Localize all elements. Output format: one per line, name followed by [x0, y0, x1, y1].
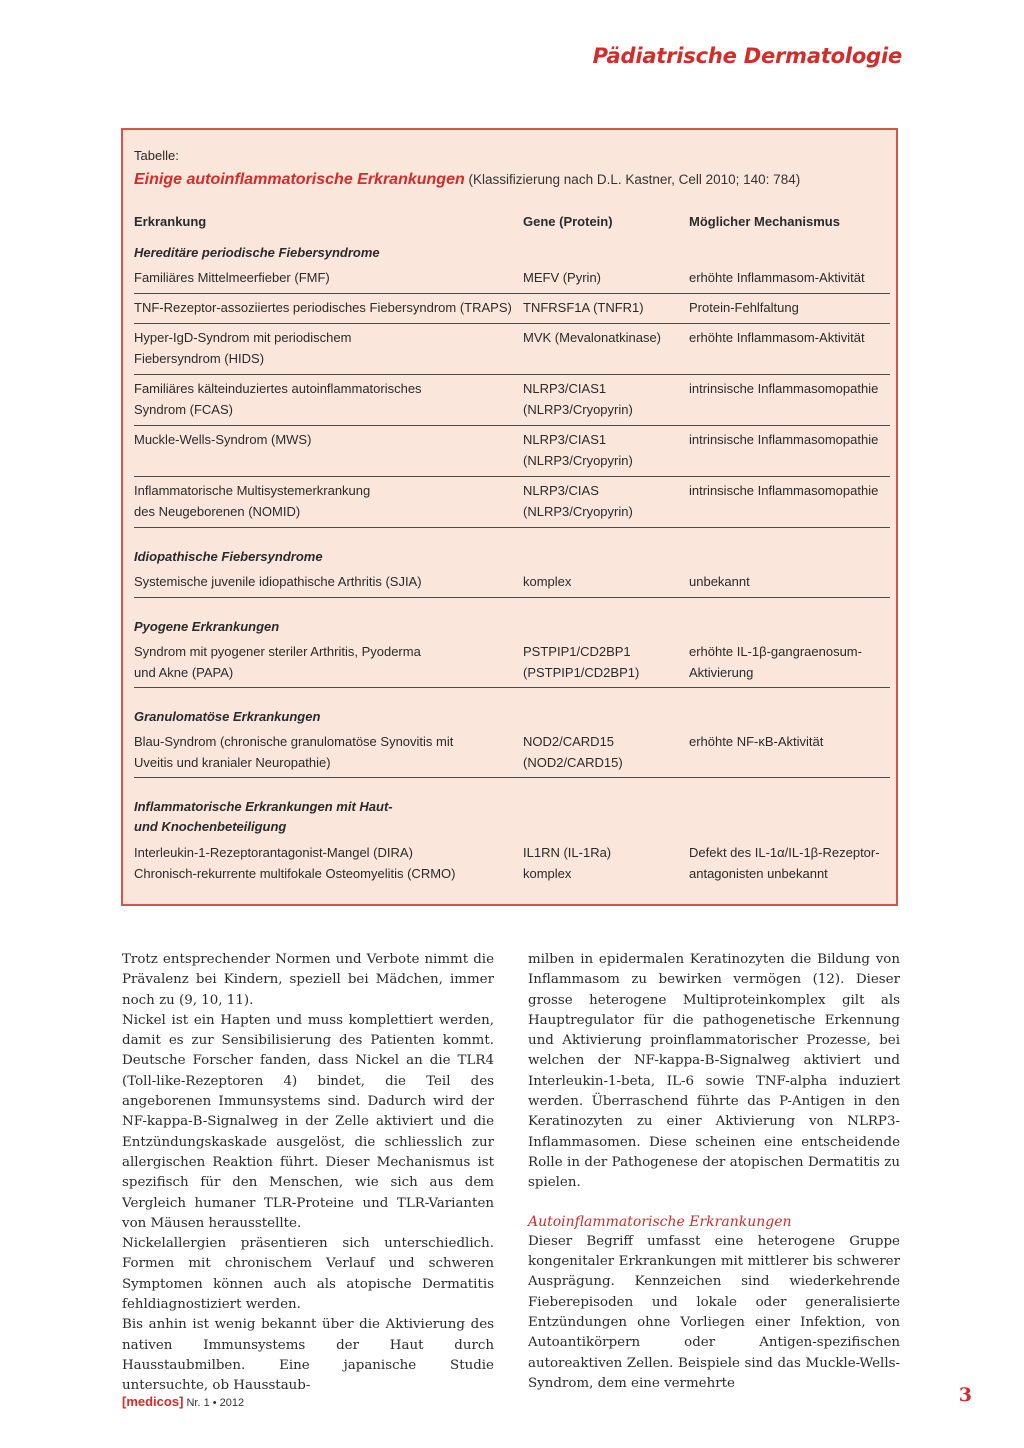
- row-divider: [134, 425, 890, 426]
- issue-info: Nr. 1 • 2012: [186, 1397, 245, 1409]
- cell-disease: Muckle-Wells-Syndrom (MWS): [134, 432, 312, 447]
- paragraph: Trotz entsprechender Normen und Verbote nimmt die Prävalenz bei Kindern, speziell bei Mädchen, immer noch zu (9, 10, 11).: [122, 952, 494, 1008]
- paragraph: Nickelallergien präsentieren sich unterschiedlich. Formen mit chronischem Verlauf und schweren Symptomen können auch als atopische Dermatitis fehldiagnostiziert werden.: [122, 1236, 494, 1313]
- cell-mechanism: erhöhte NF-κB-Aktivität: [689, 734, 824, 749]
- article-column-left: [122, 950, 494, 1397]
- paragraph: Dieser Begriff umfasst eine heterogene Gruppe kongenitaler Erkrankungen mit mittlerer bis schwerer Ausprägung. Kennzeichen sind wiederkehrende Fieberepisoden und lokale oder generalisierte Entzündungen ohne Vorliegen einer Infektion, von Autoantikörpern oder Antigen-spezifischen autoreaktiven Zellen. Beispiele sind das Muckle-Wells-Syndrom, dem eine vermehrte: [528, 1233, 900, 1391]
- section-heading: Idiopathische Fiebersyndrome: [134, 549, 323, 564]
- cell-mechanism: unbekannt: [689, 574, 750, 589]
- row-divider: [134, 777, 890, 778]
- section-heading: Hereditäre periodische Fiebersyndrome: [134, 245, 380, 260]
- section-heading: Granulomatöse Erkrankungen: [134, 709, 321, 724]
- row-divider: [134, 476, 890, 477]
- cell-disease: Familiäres kälteinduziertes autoinflammatorisches Syndrom (FCAS): [134, 381, 422, 417]
- section-subheading: Autoinflammatorische Erkrankungen: [528, 1213, 792, 1230]
- footer: [122, 1394, 244, 1409]
- cell-gene: NLRP3/CIAS1 (NLRP3/Cryopyrin): [523, 432, 633, 468]
- row-divider: [134, 527, 890, 528]
- paragraph: Bis anhin ist wenig bekannt über die Aktivierung des nativen Immunsystems der Haut durch Hausstaubmilben. Eine japanische Studie untersuchte, ob Hausstaub-: [122, 1317, 494, 1394]
- row-divider: [134, 323, 890, 324]
- cell-disease: Hyper-IgD-Syndrom mit periodischem Fiebersyndrom (HIDS): [134, 330, 352, 366]
- section-heading: Pyogene Erkrankungen: [134, 619, 280, 634]
- paragraph: Nickel ist ein Hapten und muss komplettiert werden, damit es zur Sensibilisierung des Patienten kommt. Deutsche Forscher fanden, dass Nickel an die TLR4 (Toll-like-Rezeptoren 4) bindet, die Teil des angeborenen Immunsystems sind. Dadurch wird der NF-kappa-B-Signalweg in der Zelle aktiviert und die Entzündungskaskade ausgelöst, die schliesslich zur allergischen Reaktion führt. Dieser Mechanismus ist spezifisch für den Menschen, wie sich aus dem Vergleich humaner TLR-Proteine und TLR-Varianten von Mäusen herausstellte.: [122, 1012, 494, 1231]
- row-divider: [134, 293, 890, 294]
- page-number: 3: [958, 1384, 972, 1406]
- page-header-title: Pädiatrische Dermatologie: [592, 44, 902, 68]
- table-title: [134, 171, 800, 189]
- cell-gene: MVK (Mevalonatkinase): [523, 330, 661, 345]
- section-heading: Inflammatorische Erkrankungen mit Haut- und Knochenbeteiligung: [134, 799, 393, 834]
- cell-disease: Inflammatorische Multisystemerkrankung des Neugeborenen (NOMID): [134, 483, 371, 519]
- cell-mechanism: intrinsische Inflammasomopathie: [689, 432, 879, 447]
- column-header-disease: Erkrankung: [134, 214, 207, 229]
- cell-gene: IL1RN (IL-1Ra) komplex: [523, 845, 612, 881]
- cell-disease: Blau-Syndrom (chronische granulomatöse Synovitis mit Uveitis und kranialer Neuropathie): [134, 734, 454, 770]
- column-header-mechanism: Möglicher Mechanismus: [689, 214, 840, 229]
- classification-table: [121, 128, 898, 906]
- journal-brand: [medicos]: [122, 1394, 184, 1409]
- cell-mechanism: intrinsische Inflammasomopathie: [689, 381, 879, 396]
- cell-disease: Syndrom mit pyogener steriler Arthritis, Pyoderma und Akne (PAPA): [134, 644, 421, 680]
- cell-gene: NOD2/CARD15 (NOD2/CARD15): [523, 734, 623, 770]
- cell-gene: NLRP3/CIAS (NLRP3/Cryopyrin): [523, 483, 633, 519]
- table-title-main: Einige autoinflammatorische Erkrankungen: [134, 171, 465, 188]
- cell-disease: Systemische juvenile idiopathische Arthritis (SJIA): [134, 574, 422, 589]
- cell-mechanism: erhöhte Inflammasom-Aktivität: [689, 270, 865, 285]
- cell-mechanism: erhöhte IL-1β-gangraenosum-Aktivierung: [689, 644, 862, 680]
- cell-gene: PSTPIP1/CD2BP1 (PSTPIP1/CD2BP1): [523, 644, 640, 680]
- cell-mechanism: Defekt des IL-1α/IL-1β-Rezeptor-antagonisten unbekannt: [689, 845, 880, 881]
- table-title-source: (Klassifizierung nach D.L. Kastner, Cell 2010; 140: 784): [468, 172, 801, 187]
- cell-gene: TNFRSF1A (TNFR1): [523, 300, 644, 315]
- cell-gene: NLRP3/CIAS1 (NLRP3/Cryopyrin): [523, 381, 633, 417]
- column-header-gene: Gene (Protein): [523, 214, 613, 229]
- cell-disease: TNF-Rezeptor-assoziiertes periodisches Fiebersyndrom (TRAPS): [134, 300, 512, 315]
- paragraph: milben in epidermalen Keratinozyten die Bildung von Inflammasom zu bewirken vermögen (12). Dieser grosse heterogene Multiproteinkomplex gilt als Hauptregulator für die pathogenetische Erkennung und Aktivierung proinflammatorischer Prozesse, bei welchen der NF-kappa-B-Signalweg aktiviert und Interleukin-1-beta, IL-6 sowie TNF-alpha induziert werden. Überraschend führte das P-Antigen in den Keratinozyten zu einer Aktivierung von NLRP3-Inflammasomen. Diese scheinen eine entscheidende Rolle in der Pathogenese der atopischen Dermatitis zu spielen.: [528, 952, 900, 1191]
- row-divider: [134, 597, 890, 598]
- row-divider: [134, 374, 890, 375]
- article-column-right: [528, 950, 900, 1394]
- cell-gene: MEFV (Pyrin): [523, 270, 601, 285]
- cell-mechanism: intrinsische Inflammasomopathie: [689, 483, 879, 498]
- row-divider: [134, 687, 890, 688]
- table-label: Tabelle:: [134, 148, 179, 163]
- cell-mechanism: erhöhte Inflammasom-Aktivität: [689, 330, 865, 345]
- cell-disease: Interleukin-1-Rezeptorantagonist-Mangel (DIRA) Chronisch-rekurrente multifokale Osteomyelitis (CRMO): [134, 845, 456, 881]
- cell-gene: komplex: [523, 574, 572, 589]
- cell-mechanism: Protein-Fehlfaltung: [689, 300, 799, 315]
- cell-disease: Familiäres Mittelmeerfieber (FMF): [134, 270, 330, 285]
